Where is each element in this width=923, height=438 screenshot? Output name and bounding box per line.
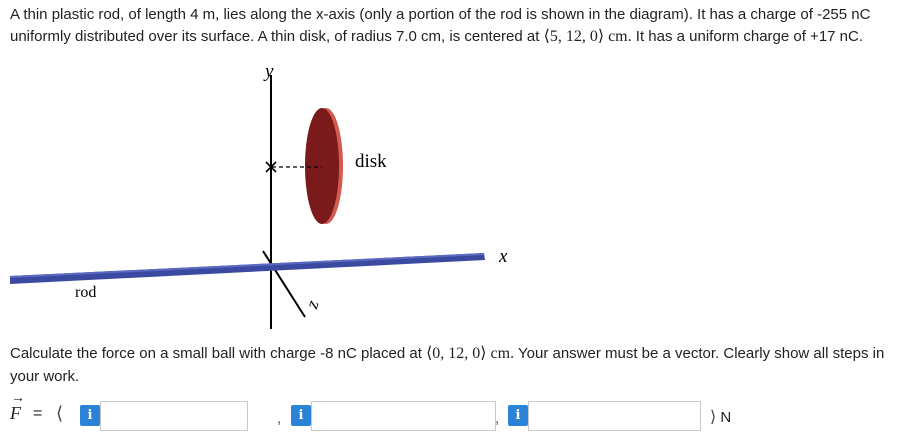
unit-newtons: N	[720, 409, 732, 426]
close-angle-bracket: ⟩	[710, 409, 717, 426]
question-after: Your answer must be a vector. Clearly show all steps in your work.	[10, 345, 885, 385]
info-icon[interactable]: i	[80, 405, 100, 426]
info-icon[interactable]: i	[291, 405, 311, 426]
disk-charge: It has a uniform charge of +17 nC.	[635, 28, 864, 45]
disk	[305, 108, 339, 224]
rod-label: rod	[75, 284, 97, 301]
z-axis	[263, 251, 305, 317]
force-z-input[interactable]	[528, 401, 701, 431]
ball-position: ⟨0, 12, 0⟩ cm.	[426, 345, 515, 362]
force-letter: F	[10, 403, 21, 423]
equals-sign: =	[33, 405, 43, 422]
force-symbol	[10, 391, 25, 424]
open-angle-bracket: ⟨	[56, 403, 64, 423]
disk-label: disk	[355, 151, 387, 172]
unit-label	[710, 407, 731, 427]
force-x-input[interactable]	[100, 401, 248, 431]
rod-highlight	[10, 253, 484, 278]
x-axis-label: x	[499, 246, 508, 267]
problem-statement	[10, 4, 910, 48]
disk-position: ⟨5, 12, 0⟩ cm.	[543, 28, 632, 45]
comma-separator: ,	[277, 410, 282, 427]
comma-separator: ,	[495, 410, 500, 427]
question-statement	[10, 342, 915, 388]
diagram	[0, 55, 560, 340]
question-before: Calculate the force on a small ball with charge -8 nC placed at	[10, 345, 422, 362]
z-axis-label: z	[301, 297, 323, 311]
y-axis-label: y	[265, 61, 274, 82]
force-y-input[interactable]	[311, 401, 496, 431]
problem-intro: A thin plastic rod, of length 4 m, lies along the x-axis (only a portion of the rod is shown in the diagram). It has a charge of -255 nC uniformly distributed over its surface. A thin disk, of radius 7.0 cm, is centered at	[10, 6, 871, 45]
info-icon[interactable]: i	[508, 405, 528, 426]
answer-row	[10, 391, 920, 434]
vector-arrow: →	[11, 391, 25, 406]
